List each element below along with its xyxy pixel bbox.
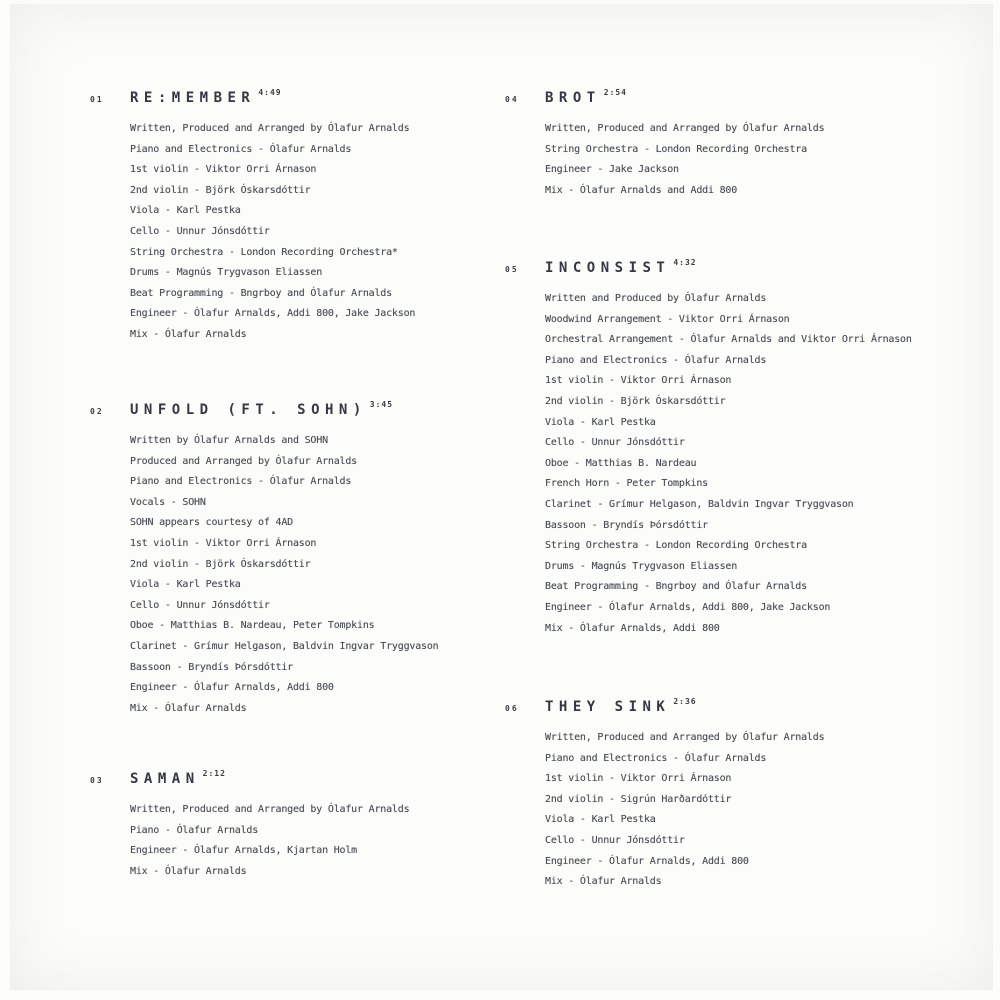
credit-line: Viola - Karl Pestka xyxy=(130,205,241,217)
track-duration: 2:54 xyxy=(603,88,627,97)
track-title xyxy=(130,400,393,418)
track-number: 05 xyxy=(505,265,519,274)
credit-line: Engineer - Jake Jackson xyxy=(545,164,679,176)
track-block xyxy=(90,769,409,882)
credit-line: Oboe - Matthias B. Nardeau xyxy=(545,457,697,469)
credit-line: 1st violin - Viktor Orri Árnason xyxy=(130,537,317,549)
credit-line: String Orchestra - London Recording Orchestra xyxy=(545,540,807,552)
credit-line: SOHN appears courtesy of 4AD xyxy=(130,517,293,529)
credits-list xyxy=(130,800,409,882)
credit-line: Mix - Ólafur Arnalds xyxy=(130,865,247,877)
credit-line: Mix - Ólafur Arnalds, Addi 800 xyxy=(545,622,720,634)
credit-line: Cello - Unnur Jónsdóttir xyxy=(545,834,685,846)
credit-line: Mix - Ólafur Arnalds xyxy=(130,328,247,340)
credits-list xyxy=(545,119,824,201)
track-title-text: RE:MEMBER xyxy=(130,90,256,106)
track-duration: 4:49 xyxy=(258,88,282,97)
track-block xyxy=(505,697,824,893)
track-number: 03 xyxy=(90,776,104,785)
track-title xyxy=(130,769,226,787)
credits-list xyxy=(545,289,912,639)
track-title-text: SAMAN xyxy=(130,771,200,787)
credit-line: Written and Produced by Ólafur Arnalds xyxy=(545,293,767,304)
track-header xyxy=(505,258,912,276)
credit-line: Engineer - Ólafur Arnalds, Addi 800, Jake Jackson xyxy=(545,601,831,613)
credit-line: Piano - Ólafur Arnalds xyxy=(130,824,259,836)
track-block xyxy=(90,400,439,719)
track-title xyxy=(545,258,697,276)
track-duration: 4:32 xyxy=(673,258,697,267)
credits-list xyxy=(545,728,824,893)
track-duration: 2:36 xyxy=(673,697,697,706)
credit-line: Bassoon - Bryndís Þórsdóttir xyxy=(545,519,708,531)
credit-line: Viola - Karl Pestka xyxy=(545,814,656,826)
credit-line: Beat Programming - Bngrboy and Ólafur Arnalds xyxy=(545,581,807,593)
credit-line: Orchestral Arrangement - Ólafur Arnalds and Viktor Orri Árnason xyxy=(545,334,912,346)
credit-line: Cello - Unnur Jónsdóttir xyxy=(130,225,270,237)
track-header xyxy=(90,88,415,106)
credit-line: Viola - Karl Pestka xyxy=(130,579,241,591)
track-number: 02 xyxy=(90,407,104,416)
credit-line: Written by Ólafur Arnalds and SOHN xyxy=(130,435,328,446)
credit-line: Written, Produced and Arranged by Ólafur Arnalds xyxy=(545,732,825,743)
credit-line: Mix - Ólafur Arnalds xyxy=(130,702,247,714)
credit-line: Drums - Magnús Trygvason Eliassen xyxy=(545,560,738,572)
track-title xyxy=(545,88,627,106)
credit-line: Bassoon - Bryndís Þórsdóttir xyxy=(130,661,293,673)
credit-line: Cello - Unnur Jónsdóttir xyxy=(130,599,270,611)
credit-line: Clarinet - Grímur Helgason, Baldvin Ingvar Tryggvason xyxy=(545,498,854,510)
track-duration: 3:45 xyxy=(369,400,394,409)
credit-line: 1st violin - Viktor Orri Árnason xyxy=(130,164,317,176)
track-block xyxy=(90,88,415,346)
credit-line: Engineer - Ólafur Arnalds, Addi 800, Jake Jackson xyxy=(130,308,416,320)
track-title xyxy=(130,88,282,106)
track-title-text: BROT xyxy=(545,90,601,106)
track-title-text: UNFOLD (FT. SOHN) xyxy=(130,402,367,418)
track-block xyxy=(505,88,824,201)
credit-line: Beat Programming - Bngrboy and Ólafur Arnalds xyxy=(130,287,392,299)
credit-line: Oboe - Matthias B. Nardeau, Peter Tompkins xyxy=(130,620,375,632)
credit-line: Mix - Ólafur Arnalds xyxy=(545,876,662,888)
credit-line: Vocals - SOHN xyxy=(130,496,206,508)
track-title-text: THEY SINK xyxy=(545,699,671,715)
credit-line: Engineer - Ólafur Arnalds, Addi 800 xyxy=(130,682,334,694)
credit-line: Piano and Electronics - Ólafur Arnalds xyxy=(545,752,767,764)
track-header xyxy=(505,697,824,715)
credit-line: Drums - Magnús Trygvason Eliassen xyxy=(130,267,323,279)
credit-line: Piano and Electronics - Ólafur Arnalds xyxy=(545,354,767,366)
credit-line: String Orchestra - London Recording Orchestra xyxy=(545,143,807,155)
credit-line: Written, Produced and Arranged by Ólafur Arnalds xyxy=(130,804,410,815)
credit-line: String Orchestra - London Recording Orchestra* xyxy=(130,246,398,258)
liner-notes-page xyxy=(10,4,993,990)
track-number: 06 xyxy=(505,704,519,713)
track-number: 01 xyxy=(90,95,104,104)
credit-line: Produced and Arranged by Ólafur Arnalds xyxy=(130,455,357,467)
track-block xyxy=(505,258,912,639)
track-header xyxy=(505,88,824,106)
track-header xyxy=(90,400,439,418)
track-title xyxy=(545,697,697,715)
credit-line: Engineer - Ólafur Arnalds, Kjartan Holm xyxy=(130,845,357,857)
credit-line: 2nd violin - Björk Óskarsdóttir xyxy=(545,395,726,407)
credit-line: French Horn - Peter Tompkins xyxy=(545,478,708,490)
credit-line: Piano and Electronics - Ólafur Arnalds xyxy=(130,476,352,488)
credits-list xyxy=(130,119,415,346)
credit-line: Written, Produced and Arranged by Ólafur Arnalds xyxy=(130,123,410,134)
credit-line: Viola - Karl Pestka xyxy=(545,416,656,428)
track-number: 04 xyxy=(505,95,519,104)
credit-line: 1st violin - Viktor Orri Árnason xyxy=(545,375,732,387)
track-duration: 2:12 xyxy=(202,769,226,778)
credit-line: Piano and Electronics - Ólafur Arnalds xyxy=(130,143,352,155)
credit-line: Cello - Unnur Jónsdóttir xyxy=(545,437,685,449)
credit-line: Engineer - Ólafur Arnalds, Addi 800 xyxy=(545,855,749,867)
credit-line: 2nd violin - Björk Óskarsdóttir xyxy=(130,558,311,570)
credit-line: 2nd violin - Björk Óskarsdóttir xyxy=(130,184,311,196)
credit-line: Mix - Ólafur Arnalds and Addi 800 xyxy=(545,184,738,196)
credit-line: 2nd violin - Sigrún Harðardóttir xyxy=(545,793,732,805)
credit-line: Woodwind Arrangement - Viktor Orri Árnason xyxy=(545,313,790,325)
credit-line: Clarinet - Grímur Helgason, Baldvin Ingvar Tryggvason xyxy=(130,640,439,652)
track-title-text: INCONSIST xyxy=(545,260,671,276)
track-header xyxy=(90,769,409,787)
credit-line: 1st violin - Viktor Orri Árnason xyxy=(545,773,732,785)
credit-line: Written, Produced and Arranged by Ólafur Arnalds xyxy=(545,123,825,134)
credits-list xyxy=(130,431,439,719)
